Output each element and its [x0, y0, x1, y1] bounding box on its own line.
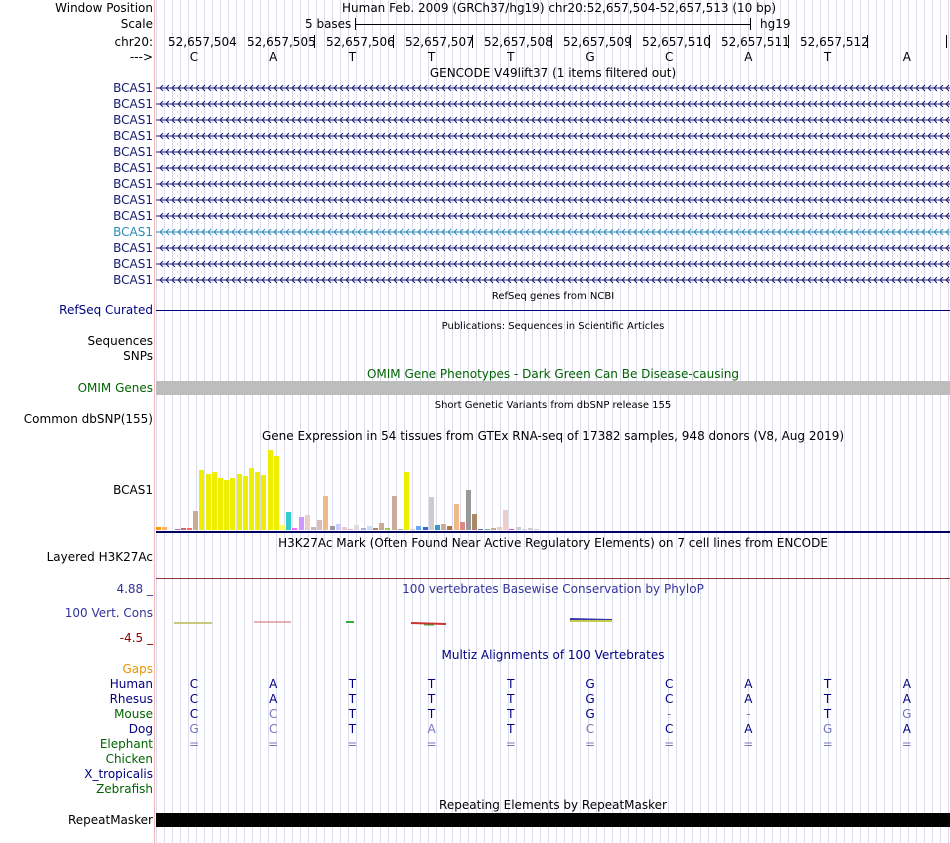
gtex-bar[interactable]	[305, 515, 310, 530]
multiz-base: T	[348, 722, 357, 736]
multiz-base: A	[427, 722, 436, 736]
gencode-gene-label[interactable]: BCAS1	[113, 241, 153, 255]
gtex-bar[interactable]	[218, 478, 223, 530]
ruler-position: 52,657,508	[484, 35, 553, 49]
grid-line	[364, 0, 365, 843]
multiz-species-label[interactable]: Human	[109, 677, 153, 691]
ruler-tick	[946, 35, 947, 48]
gencode-gene-track[interactable]	[156, 116, 950, 124]
grid-line	[868, 0, 869, 843]
gtex-bar[interactable]	[237, 474, 242, 530]
scale-label: Scale	[120, 17, 153, 31]
gtex-bar[interactable]	[299, 517, 304, 530]
grid-line	[860, 0, 861, 843]
scale-text: 5 bases	[305, 17, 352, 31]
gtex-bar[interactable]	[429, 497, 434, 530]
gencode-gene-track[interactable]	[156, 84, 950, 92]
gene-strand-svg	[156, 148, 950, 156]
gene-strand-svg	[156, 228, 950, 236]
gene-strand-svg	[156, 180, 950, 188]
multiz-base: =	[268, 737, 279, 751]
multiz-base: T	[427, 677, 436, 691]
multiz-base: G	[585, 692, 595, 706]
gtex-bar[interactable]	[423, 527, 428, 530]
gtex-bar[interactable]	[342, 527, 347, 530]
grid-line	[484, 0, 485, 843]
multiz-base: T	[348, 677, 357, 691]
gencode-gene-label[interactable]: BCAS1	[113, 193, 153, 207]
gene-strand-svg	[156, 100, 950, 108]
browser-title: Human Feb. 2009 (GRCh37/hg19) chr20:52,657,504-52,657,513 (10 bp)	[342, 1, 777, 15]
multiz-base: G	[585, 707, 595, 721]
ruler-position: 52,657,506	[326, 35, 395, 49]
reference-base: C	[189, 50, 199, 64]
gtex-bar[interactable]	[392, 496, 397, 530]
gene-strand-svg	[156, 132, 950, 140]
grid-line	[316, 0, 317, 843]
grid-line	[172, 0, 173, 843]
grid-line	[204, 0, 205, 843]
window-position-label: Window Position	[55, 1, 153, 15]
phylop-signal-svg	[156, 616, 950, 630]
gtex-bar[interactable]	[460, 522, 465, 530]
grid-line	[476, 0, 477, 843]
multiz-base: G	[189, 722, 199, 736]
gencode-gene-label[interactable]: BCAS1	[113, 257, 153, 271]
grid-line	[340, 0, 341, 843]
grid-line	[236, 0, 237, 843]
gtex-bar[interactable]	[503, 510, 508, 530]
gtex-bar[interactable]	[323, 496, 328, 530]
grid-line	[772, 0, 773, 843]
multiz-base: -	[746, 707, 751, 721]
gencode-gene-track[interactable]	[156, 148, 950, 156]
gtex-bar[interactable]	[491, 528, 496, 530]
grid-line	[540, 0, 541, 843]
gene-strand-svg	[156, 212, 950, 220]
multiz-base: T	[348, 692, 357, 706]
gaps-label[interactable]: Gaps	[122, 662, 153, 676]
gencode-gene-label[interactable]: BCAS1	[113, 177, 153, 191]
grid-line	[636, 0, 637, 843]
gtex-bar[interactable]	[199, 470, 204, 530]
multiz-base: T	[427, 692, 436, 706]
gtex-bar[interactable]	[292, 528, 297, 530]
grid-line	[876, 0, 877, 843]
gtex-bar[interactable]	[187, 528, 192, 530]
gene-strand-svg	[156, 84, 950, 92]
gtex-bar[interactable]	[311, 527, 316, 530]
gene-strand-svg	[156, 116, 950, 124]
multiz-base: C	[268, 707, 278, 721]
repeatmasker-bar[interactable]	[156, 813, 950, 827]
gtex-track-title[interactable]: Gene Expression in 54 tissues from GTEx RNA-seq of 17382 samples, 948 donors (V8, Aug 2019)	[261, 429, 845, 443]
grid-line	[244, 0, 245, 843]
multiz-base: G	[585, 677, 595, 691]
reference-base: T	[427, 50, 436, 64]
grid-line	[644, 0, 645, 843]
multiz-base: A	[269, 692, 278, 706]
gencode-gene-track[interactable]	[156, 196, 950, 204]
refseq-track-title[interactable]: RefSeq genes from NCBI	[491, 291, 615, 302]
refseq-line[interactable]	[156, 310, 950, 311]
gtex-bar[interactable]	[243, 476, 248, 530]
multiz-base: =	[664, 737, 675, 751]
grid-line	[380, 0, 381, 843]
grid-line	[620, 0, 621, 843]
grid-line	[252, 0, 253, 843]
gtex-bar[interactable]	[317, 520, 322, 530]
grid-line	[564, 0, 565, 843]
gtex-bar[interactable]	[497, 527, 502, 530]
h3k27ac-baseline	[156, 578, 950, 579]
gencode-gene-label[interactable]: BCAS1	[113, 209, 153, 223]
gtex-bar[interactable]	[354, 525, 359, 530]
grid-line	[764, 0, 765, 843]
h3k27ac-label[interactable]: Layered H3K27Ac	[46, 550, 153, 564]
gtex-bar[interactable]	[373, 528, 378, 530]
grid-line	[940, 0, 941, 843]
grid-line	[612, 0, 613, 843]
dbsnp-track-title[interactable]: Short Genetic Variants from dbSNP release 155	[434, 400, 672, 411]
multiz-base: T	[507, 707, 515, 721]
grid-line	[292, 0, 293, 843]
grid-line	[708, 0, 709, 843]
grid-line	[884, 0, 885, 843]
scale-assembly: hg19	[760, 17, 791, 31]
multiz-base: C	[664, 692, 674, 706]
gencode-gene-label[interactable]: BCAS1	[113, 97, 153, 111]
gtex-bar[interactable]	[485, 529, 490, 530]
gtex-label[interactable]: BCAS1	[113, 483, 153, 497]
reference-base: A	[902, 50, 911, 64]
gtex-bar-chart[interactable]	[156, 443, 950, 530]
gencode-gene-track[interactable]	[156, 260, 950, 268]
grid-line	[532, 0, 533, 843]
phylop-label[interactable]: 100 Vert. Cons	[64, 606, 153, 620]
gencode-gene-track[interactable]	[156, 276, 950, 284]
multiz-base: T	[823, 692, 832, 706]
multiz-base: =	[584, 737, 596, 751]
gtex-bar[interactable]	[447, 526, 452, 530]
multiz-base: =	[901, 737, 912, 751]
gtex-bar[interactable]	[509, 529, 514, 530]
multiz-track-title[interactable]: Multiz Alignments of 100 Vertebrates	[441, 648, 665, 662]
multiz-species-label[interactable]: Rhesus	[109, 692, 153, 706]
gtex-bar[interactable]	[330, 526, 335, 530]
gtex-bar[interactable]	[286, 512, 291, 530]
grid-line	[228, 0, 229, 843]
gencode-gene-label[interactable]: BCAS1	[113, 145, 153, 159]
multiz-base: A	[744, 722, 753, 736]
grid-line	[388, 0, 389, 843]
gtex-bar[interactable]	[516, 527, 521, 530]
grid-line	[796, 0, 797, 843]
gene-strand-svg	[156, 164, 950, 172]
ruler-position: 52,657,509	[563, 35, 632, 49]
gtex-bar[interactable]	[398, 529, 403, 530]
multiz-base: G	[822, 722, 833, 736]
gtex-bar[interactable]	[206, 474, 211, 530]
grid-line	[732, 0, 733, 843]
gtex-bar[interactable]	[522, 529, 527, 530]
ruler-position: 52,657,505	[247, 35, 316, 49]
sequences-label[interactable]: Sequences	[87, 334, 153, 348]
gtex-bar[interactable]	[410, 529, 415, 530]
grid-line	[604, 0, 605, 843]
multiz-species-label[interactable]: Elephant	[99, 737, 153, 751]
gencode-gene-label[interactable]: BCAS1	[113, 81, 153, 95]
gene-strand-svg	[156, 276, 950, 284]
gtex-baseline	[156, 531, 950, 533]
snps-label[interactable]: SNPs	[123, 349, 153, 363]
gene-strand-svg	[156, 260, 950, 268]
gtex-bar[interactable]	[379, 523, 384, 530]
gtex-bar[interactable]	[255, 472, 260, 530]
multiz-species-label[interactable]: Zebrafish	[96, 782, 153, 796]
scale-bar	[355, 17, 751, 31]
multiz-base: =	[505, 737, 516, 751]
gtex-bar[interactable]	[466, 490, 471, 530]
gtex-bar[interactable]	[162, 527, 167, 530]
gtex-bar[interactable]	[534, 529, 539, 530]
gtex-bar[interactable]	[348, 529, 353, 530]
gtex-bar[interactable]	[416, 526, 421, 530]
omim-label[interactable]: OMIM Genes	[77, 381, 153, 395]
gencode-gene-track[interactable]	[156, 132, 950, 140]
gtex-bar[interactable]	[175, 529, 180, 530]
multiz-base: C	[664, 722, 674, 736]
multiz-base: A	[269, 677, 278, 691]
grid-line	[164, 0, 165, 843]
grid-line	[332, 0, 333, 843]
grid-line	[700, 0, 701, 843]
h3k27ac-track-title[interactable]: H3K27Ac Mark (Often Found Near Active Regulatory Elements) on 7 cell lines from ENCODE	[278, 536, 828, 550]
gtex-bar[interactable]	[224, 480, 229, 530]
gencode-gene-label[interactable]: BCAS1	[113, 113, 153, 127]
grid-line	[412, 0, 413, 843]
multiz-base: =	[188, 737, 200, 751]
grid-line	[572, 0, 573, 843]
gencode-gene-track[interactable]	[156, 164, 950, 172]
reference-base: C	[664, 50, 674, 64]
gtex-bar[interactable]	[156, 527, 161, 530]
reference-base: T	[348, 50, 357, 64]
multiz-base: -	[667, 707, 672, 721]
grid-line	[724, 0, 725, 843]
grid-line	[404, 0, 405, 843]
gtex-bar[interactable]	[212, 472, 217, 530]
reference-base: T	[507, 50, 515, 64]
gencode-gene-label[interactable]: BCAS1	[113, 161, 153, 175]
grid-line	[844, 0, 845, 843]
grid-line	[924, 0, 925, 843]
grid-line	[460, 0, 461, 843]
grid-line	[780, 0, 781, 843]
multiz-base: T	[507, 677, 515, 691]
multiz-base: =	[743, 737, 754, 751]
gtex-bar[interactable]	[336, 524, 341, 530]
multiz-base: A	[902, 722, 911, 736]
grid-line	[628, 0, 629, 843]
reference-base: A	[269, 50, 278, 64]
grid-line	[156, 0, 157, 843]
grid-line	[220, 0, 221, 843]
ruler-position: 52,657,512	[800, 35, 869, 49]
gtex-bar[interactable]	[367, 526, 372, 530]
ruler-position: 52,657,507	[405, 35, 474, 49]
grid-line	[812, 0, 813, 843]
multiz-base: A	[902, 692, 911, 706]
gtex-bar[interactable]	[181, 528, 186, 530]
multiz-base: T	[823, 677, 832, 691]
gencode-gene-label[interactable]: BCAS1	[113, 129, 153, 143]
multiz-base: T	[507, 722, 515, 736]
grid-line	[444, 0, 445, 843]
ruler-position: 52,657,510	[642, 35, 711, 49]
phylop-signal[interactable]	[156, 616, 950, 630]
gtex-bar[interactable]	[435, 525, 440, 530]
ruler-position: 52,657,511	[721, 35, 790, 49]
multiz-base: T	[348, 707, 357, 721]
grid-line	[308, 0, 309, 843]
gtex-bar[interactable]	[268, 450, 273, 530]
multiz-base: A	[744, 677, 753, 691]
grid-line	[788, 0, 789, 843]
grid-line	[852, 0, 853, 843]
gene-strand-svg	[156, 196, 950, 204]
grid-line	[452, 0, 453, 843]
multiz-base: G	[902, 707, 912, 721]
grid-line	[372, 0, 373, 843]
grid-line	[212, 0, 213, 843]
gencode-gene-label[interactable]: BCAS1	[113, 225, 153, 239]
multiz-species-label[interactable]: X_tropicalis	[84, 767, 153, 781]
multiz-base: =	[347, 737, 358, 751]
grid-line	[652, 0, 653, 843]
grid-line	[300, 0, 301, 843]
phylop-max-label: 4.88 _	[116, 582, 153, 596]
gencode-gene-label[interactable]: BCAS1	[113, 273, 153, 287]
multiz-base: A	[902, 677, 911, 691]
gtex-bar[interactable]	[454, 504, 459, 530]
omim-track-title[interactable]: OMIM Gene Phenotypes - Dark Green Can Be Disease-causing	[366, 367, 740, 381]
gencode-track-title[interactable]: GENCODE V49lift37 (1 items filtered out)	[429, 66, 677, 80]
reference-base: A	[744, 50, 753, 64]
refseq-label[interactable]: RefSeq Curated	[59, 303, 153, 317]
gtex-bar[interactable]	[441, 524, 446, 530]
repeatmasker-label[interactable]: RepeatMasker	[67, 813, 153, 827]
grid-line	[492, 0, 493, 843]
gtex-bar[interactable]	[404, 472, 409, 530]
grid-line	[324, 0, 325, 843]
reference-base: G	[585, 50, 595, 64]
dbsnp-label[interactable]: Common dbSNP(155)	[23, 412, 153, 426]
gencode-gene-track[interactable]	[156, 212, 950, 220]
gtex-bar[interactable]	[261, 475, 266, 530]
grid-line	[932, 0, 933, 843]
multiz-base: C	[268, 722, 278, 736]
gtex-bar[interactable]	[274, 456, 279, 530]
grid-line	[524, 0, 525, 843]
gtex-bar[interactable]	[230, 478, 235, 530]
phylop-min-label: -4.5 _	[119, 631, 153, 645]
gencode-gene-track[interactable]	[156, 228, 950, 236]
grid-line	[948, 0, 949, 843]
multiz-base: T	[507, 692, 515, 706]
multiz-base: C	[189, 677, 199, 691]
grid-line	[692, 0, 693, 843]
gencode-gene-track[interactable]	[156, 100, 950, 108]
publications-track-title[interactable]: Publications: Sequences in Scientific Articles	[441, 321, 665, 332]
gtex-bar[interactable]	[361, 528, 366, 530]
multiz-base: T	[823, 707, 832, 721]
ruler-position: 52,657,504	[168, 35, 237, 49]
grid-line	[180, 0, 181, 843]
gtex-bar[interactable]	[472, 514, 477, 530]
gencode-gene-track[interactable]	[156, 180, 950, 188]
grid-line	[684, 0, 685, 843]
multiz-base: =	[426, 737, 437, 751]
grid-line	[556, 0, 557, 843]
gene-strand-svg	[156, 244, 950, 252]
chrom-label: chr20:	[114, 35, 153, 49]
multiz-base: =	[822, 737, 833, 751]
repeatmasker-track-title[interactable]: Repeating Elements by RepeatMasker	[439, 798, 667, 812]
gtex-bar[interactable]	[478, 529, 483, 530]
gtex-bar[interactable]	[280, 525, 285, 530]
multiz-base: T	[427, 707, 436, 721]
grid-line	[284, 0, 285, 843]
multiz-species-label[interactable]: Chicken	[105, 752, 153, 766]
track-label-divider	[154, 0, 155, 843]
grid-line	[468, 0, 469, 843]
gencode-gene-track[interactable]	[156, 244, 950, 252]
gtex-bar[interactable]	[249, 468, 254, 530]
multiz-base: A	[744, 692, 753, 706]
grid-line	[548, 0, 549, 843]
grid-line	[892, 0, 893, 843]
multiz-base: C	[189, 707, 199, 721]
multiz-species-label[interactable]: Mouse	[114, 707, 153, 721]
gtex-bar[interactable]	[528, 528, 533, 530]
multiz-base: C	[585, 722, 595, 736]
reference-base: T	[823, 50, 832, 64]
omim-gene-bar[interactable]	[156, 381, 950, 395]
strand-label: --->	[129, 50, 153, 64]
grid-line	[260, 0, 261, 843]
grid-line	[804, 0, 805, 843]
multiz-species-label[interactable]: Dog	[128, 722, 153, 736]
phylop-track-title[interactable]: 100 vertebrates Basewise Conservation by PhyloP	[402, 582, 704, 596]
grid-line	[716, 0, 717, 843]
gtex-bar[interactable]	[385, 528, 390, 530]
gtex-bar[interactable]	[193, 511, 198, 530]
grid-line	[396, 0, 397, 843]
multiz-base: C	[664, 677, 674, 691]
multiz-base: C	[189, 692, 199, 706]
